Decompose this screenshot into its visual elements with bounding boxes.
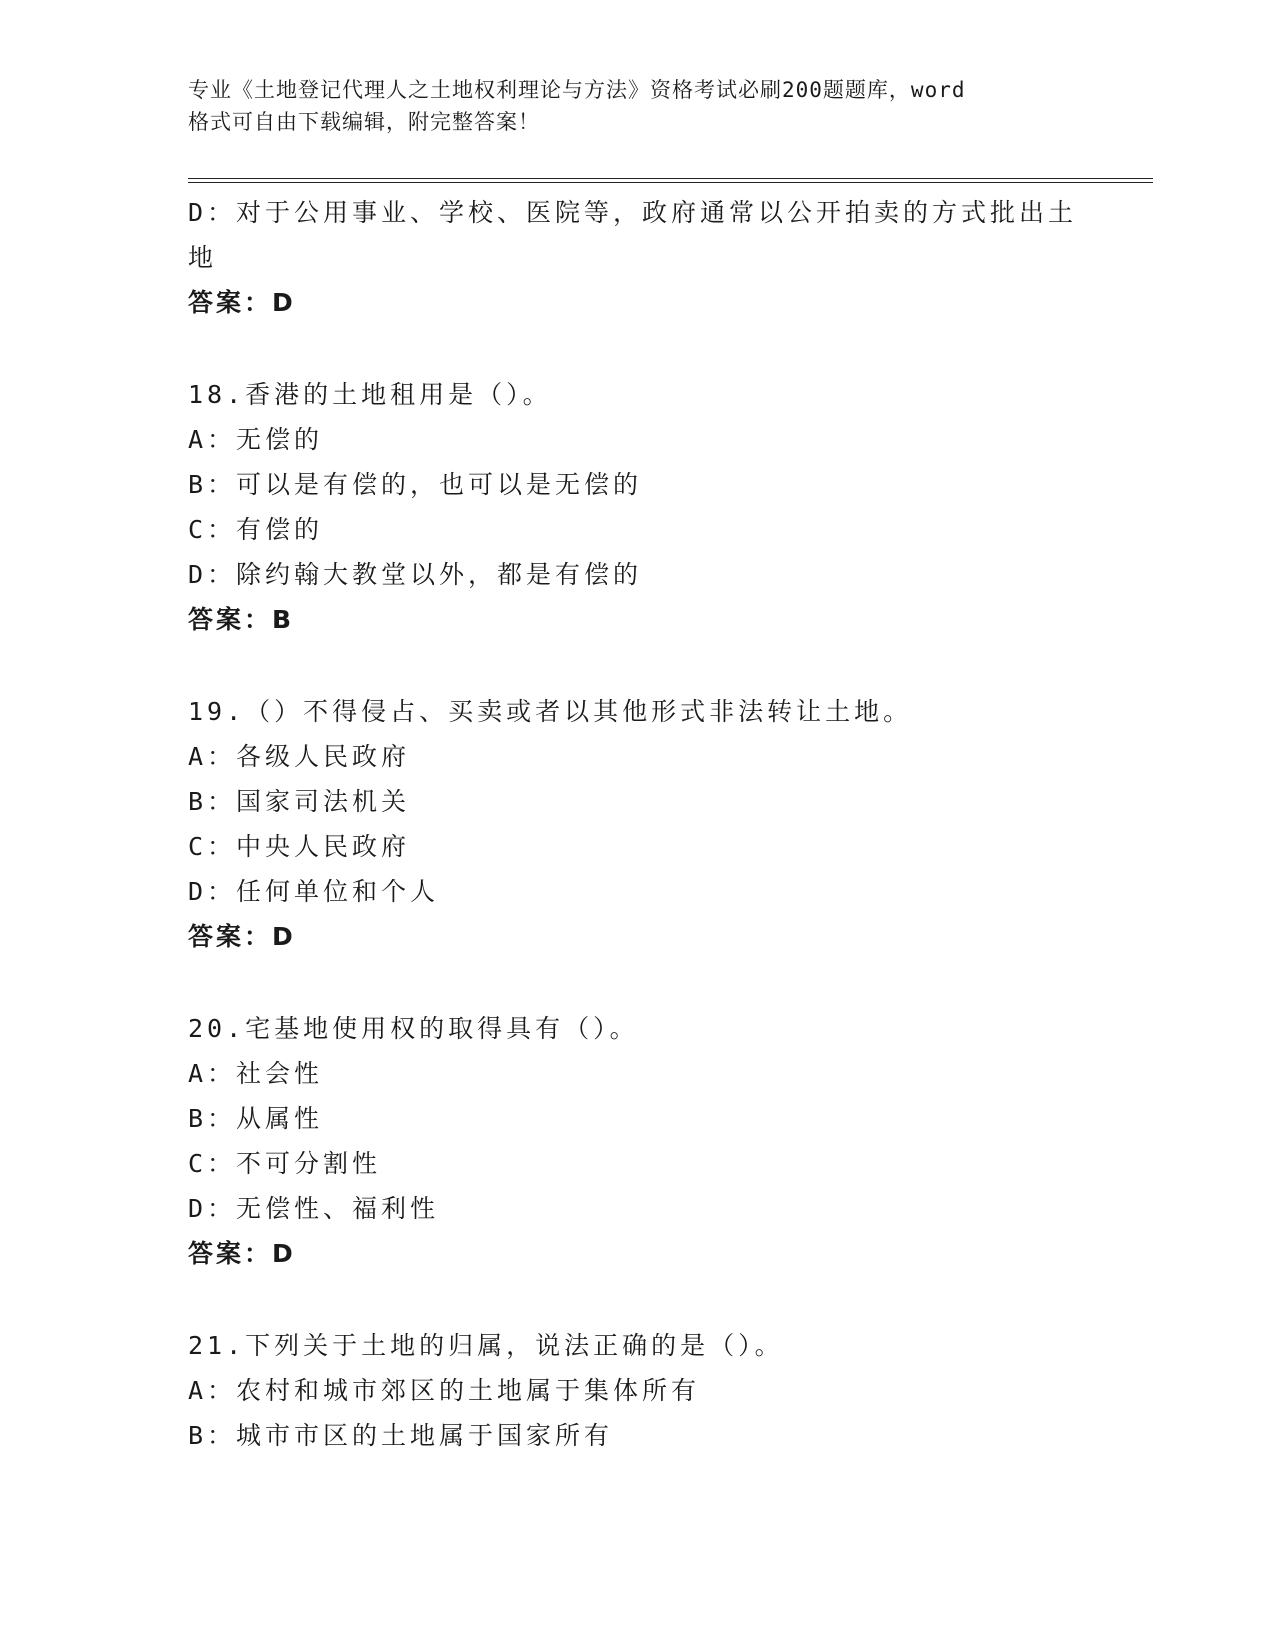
answer: 答案：B bbox=[188, 605, 295, 634]
option-d-continued: 地 bbox=[188, 243, 218, 272]
document-header bbox=[188, 74, 1068, 138]
question-18 bbox=[188, 372, 1088, 642]
option-d: D：对于公用事业、学校、医院等，政府通常以公开拍卖的方式批出土 bbox=[188, 198, 1078, 227]
option-a: A：农村和城市郊区的土地属于集体所有 bbox=[188, 1376, 701, 1405]
question-21 bbox=[188, 1323, 1088, 1458]
option-b: B：国家司法机关 bbox=[188, 787, 411, 816]
question-17-tail bbox=[188, 190, 1088, 325]
answer: 答案：D bbox=[188, 922, 296, 951]
question-list bbox=[188, 190, 1088, 1458]
question-20 bbox=[188, 1006, 1088, 1276]
option-a: A：社会性 bbox=[188, 1059, 324, 1088]
header-line-1: 专业《土地登记代理人之土地权利理论与方法》资格考试必刷200题题库，word bbox=[188, 78, 966, 102]
option-c: C：中央人民政府 bbox=[188, 832, 411, 861]
option-a: A：无偿的 bbox=[188, 425, 324, 454]
question-stem: 19.（）不得侵占、买卖或者以其他形式非法转让土地。 bbox=[188, 697, 913, 726]
header-divider bbox=[188, 178, 1153, 183]
option-d: D：任何单位和个人 bbox=[188, 877, 440, 906]
answer: 答案：D bbox=[188, 1239, 296, 1268]
option-a: A：各级人民政府 bbox=[188, 742, 411, 771]
option-b: B：从属性 bbox=[188, 1104, 324, 1133]
question-19 bbox=[188, 689, 1088, 959]
question-stem: 21.下列关于土地的归属，说法正确的是（）。 bbox=[188, 1331, 784, 1360]
option-c: C：有偿的 bbox=[188, 515, 324, 544]
option-c: C：不可分割性 bbox=[188, 1149, 382, 1178]
option-b: B：可以是有偿的，也可以是无偿的 bbox=[188, 470, 643, 499]
question-stem: 18.香港的土地租用是（）。 bbox=[188, 380, 552, 409]
question-stem: 20.宅基地使用权的取得具有（）。 bbox=[188, 1014, 639, 1043]
header-line-2: 格式可自由下载编辑，附完整答案！ bbox=[188, 110, 540, 134]
option-d: D：无偿性、福利性 bbox=[188, 1194, 440, 1223]
option-b: B：城市市区的土地属于国家所有 bbox=[188, 1421, 614, 1450]
answer: 答案：D bbox=[188, 288, 296, 317]
option-d: D：除约翰大教堂以外，都是有偿的 bbox=[188, 560, 643, 589]
